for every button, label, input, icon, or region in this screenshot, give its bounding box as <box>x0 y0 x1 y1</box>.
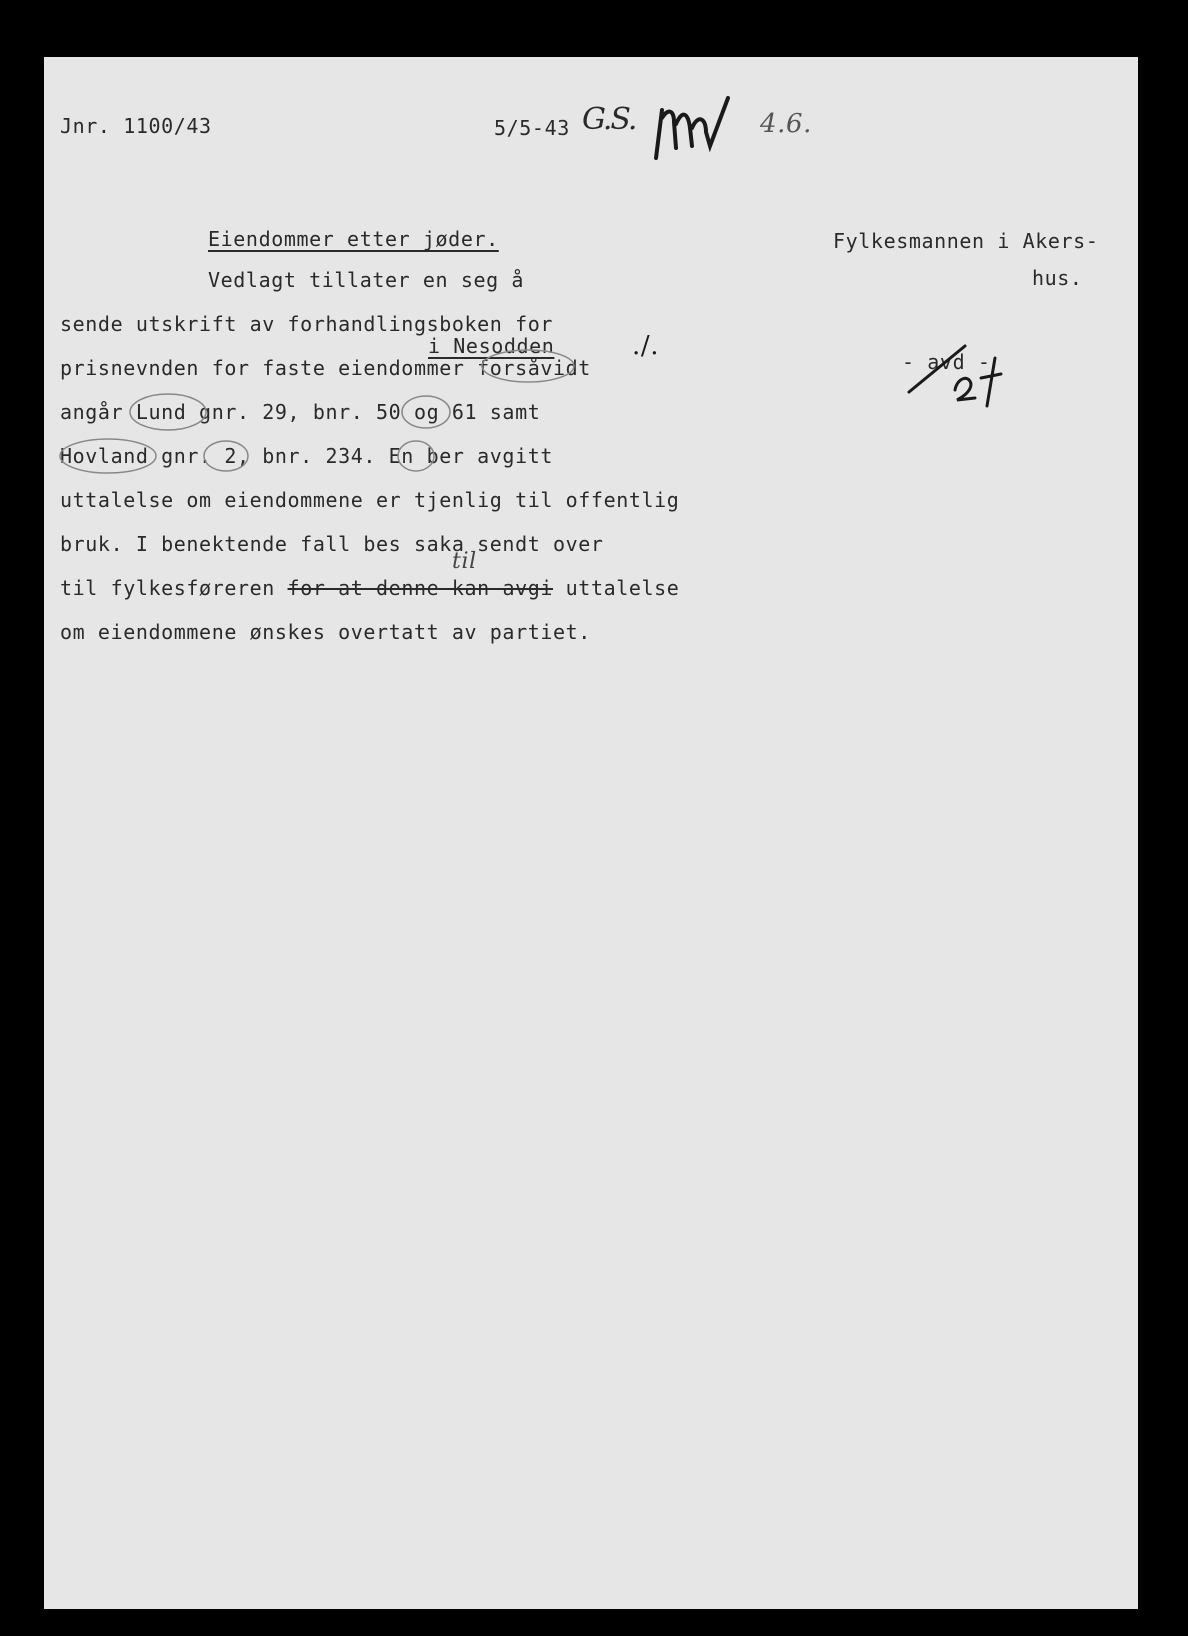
body-line-7: bruk. I benektende fall bes saka sendt over <box>60 532 604 556</box>
body-line-9: om eiendommene ønskes overtatt av partiet. <box>60 620 591 644</box>
body-line-1: Vedlagt tillater en seg å <box>208 268 525 292</box>
body-line-8-start: til fylkesføreren <box>60 576 288 600</box>
handwritten-date: 4.6. <box>760 109 813 139</box>
body-line-6: uttalelse om eiendommene er tjenlig til offentlig <box>60 488 680 512</box>
journal-number: Jnr. 1100/43 <box>60 114 212 138</box>
body-line-2: sende utskrift av forhandlingsboken for <box>60 312 553 336</box>
handwritten-initials: G.S. <box>582 102 636 137</box>
letter-date: 5/5-43 <box>494 116 570 140</box>
struck-out-text: for at denne kan avgi <box>287 576 554 600</box>
addressee-line-2: hus. <box>1032 266 1083 290</box>
handwritten-inserted-word: til <box>452 549 477 574</box>
department-handwritten-number <box>1060 360 1062 384</box>
body-line-5: Hovland gnr. 2, bnr. 234. En ber avgitt <box>60 444 553 468</box>
body-line-8 <box>60 576 679 600</box>
department-label: - avd - <box>902 350 991 374</box>
body-line-3: prisnevnden for faste eiendommer forsåvidt <box>60 356 591 380</box>
body-line-8-end: uttalelse <box>553 576 680 600</box>
inserted-place-name: i Nesodden <box>428 334 555 358</box>
margin-check-marks: ./. <box>632 331 660 361</box>
body-line-4: angår Lund gnr. 29, bnr. 50 og 61 samt <box>60 400 541 424</box>
letter-subject: Eiendommer etter jøder. <box>208 227 499 251</box>
addressee-line-1: Fylkesmannen i Akers- <box>833 229 1099 253</box>
